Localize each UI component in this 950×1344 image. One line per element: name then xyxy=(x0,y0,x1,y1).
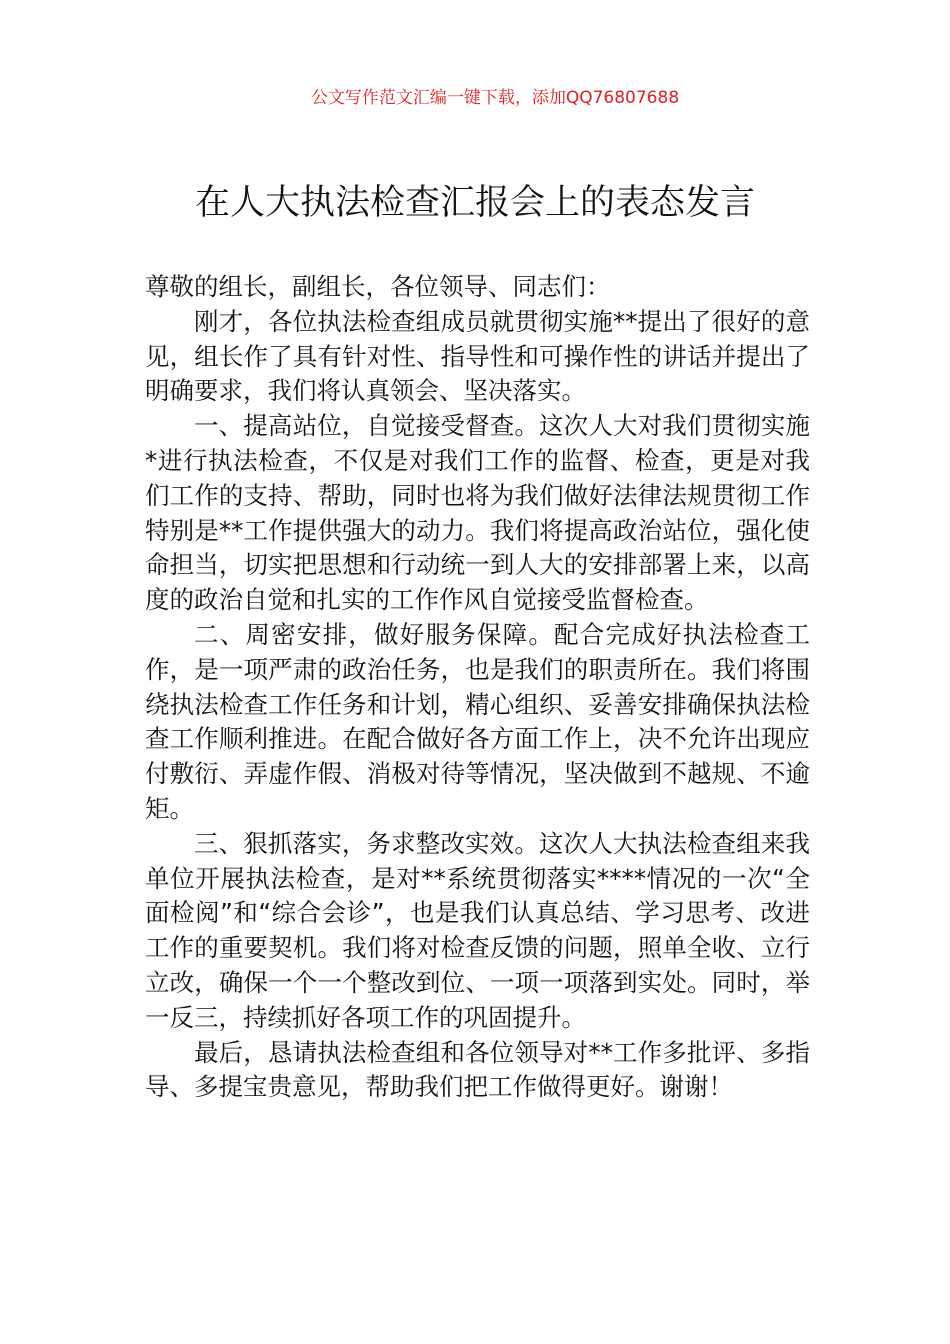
paragraph-point-one: 一、提高站位，自觉接受督查。这次人大对我们贯彻实施*进行执法检查，不仅是对我们工作的监督、检查，更是对我们工作的支持、帮助，同时也将为我们做好法律法规贯彻工作特别是**工作提供强大的动力。我们将提高政治站位，强化使命担当，切实把思想和行动统一到人大的安排部署上来，以高度的政治自觉和扎实的工作作风自觉接受监督检查。 xyxy=(145,411,810,615)
paragraph-opening: 刚才，各位执法检查组成员就贯彻实施**提出了很好的意见，组长作了具有针对性、指导性和可操作性的讲话并提出了明确要求，我们将认真领会、坚决落实。 xyxy=(145,306,810,406)
paragraph-point-three: 三、狠抓落实，务求整改实效。这次人大执法检查组来我单位开展执法检查，是对**系统贯彻落实****情况的一次“全面检阅”和“综合会诊”，也是我们认真总结、学习思考、改进工作的重要契机。我们将对检查反馈的问题，照单全收、立行立改，确保一个一个整改到位、一项一项落到实处。同时，举一反三，持续抓好各项工作的巩固提升。 xyxy=(145,828,810,1032)
watermark-banner: 公文写作范文汇编一键下载，添加QQ76807688 xyxy=(310,88,680,108)
salutation: 尊敬的组长，副组长，各位领导、同志们： xyxy=(145,272,611,301)
document-body xyxy=(145,270,810,1105)
paragraph-point-two: 二、周密安排，做好服务保障。配合完成好执法检查工作，是一项严肃的政治任务，也是我们的职责所在。我们将围绕执法检查工作任务和计划，精心组织、妥善安排确保执法检查工作顺利推进。在配合做好各方面工作上，决不允许出现应付敷衍、弄虚作假、消极对待等情况，坚决做到不越规、不逾矩。 xyxy=(145,619,810,823)
paragraph-closing: 最后，恳请执法检查组和各位领导对**工作多批评、多指导、多提宝贵意见，帮助我们把工作做得更好。谢谢！ xyxy=(145,1037,810,1102)
document-title: 在人大执法检查汇报会上的表态发言 xyxy=(194,183,755,223)
